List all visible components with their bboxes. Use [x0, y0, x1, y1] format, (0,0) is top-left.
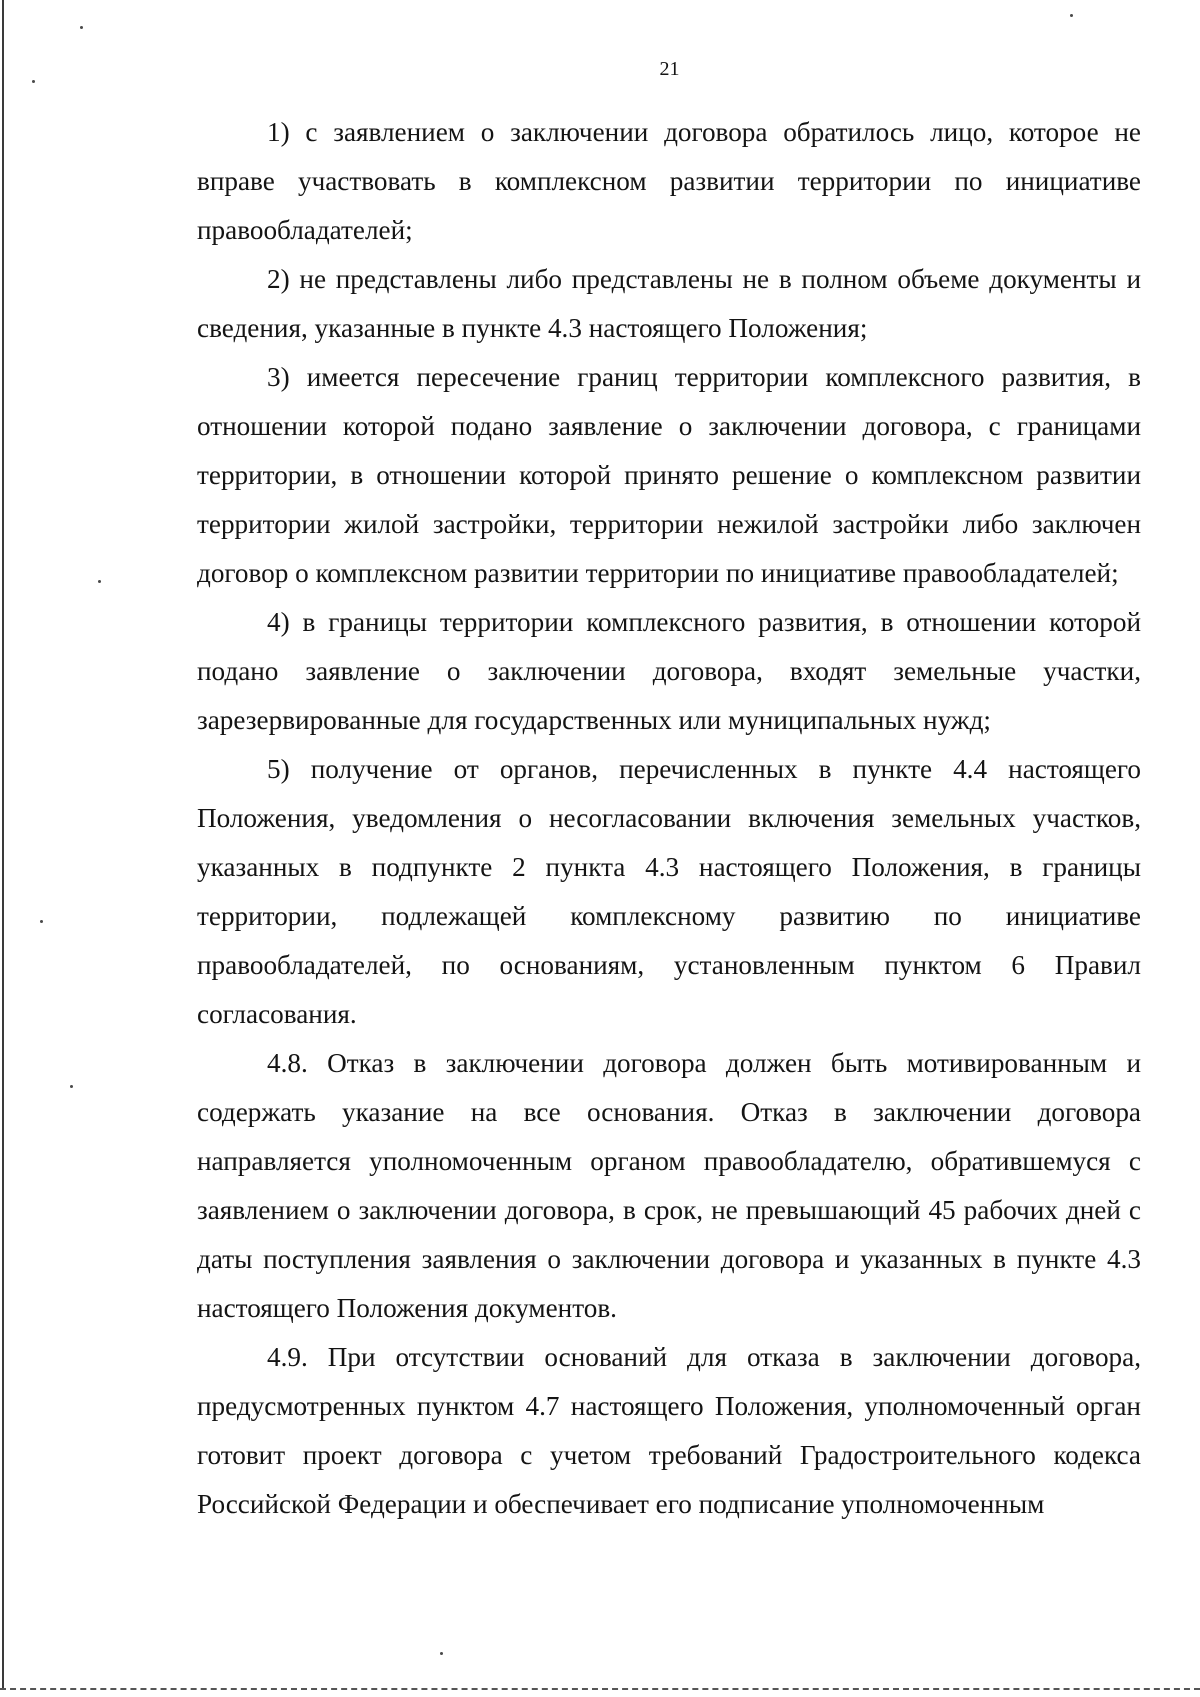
paragraph-item-3: 3) имеется пересечение границ территории комплексного развития, в отношении которой подано заявление о заключении договора, с границами территории, в отношении которой принято решение о комплексном развитии территории жилой застройки, территории нежилой застройки либо заключен договор о комплексном развитии территории по инициативе правообладателей;: [197, 362, 1141, 588]
scan-left-edge: [2, 0, 4, 1688]
page-number: 21: [659, 58, 680, 80]
scan-speck: [98, 580, 101, 583]
scan-speck: [70, 1085, 73, 1088]
paragraph-item-5: 5) получение от органов, перечисленных в пункте 4.4 настоящего Положения, уведомления о несогласовании включения земельных участков, указанных в подпункте 2 пункта 4.3 настоящего Положения, в границы территории, подлежащей комплексному развитию по инициативе правообладателей, по основаниям, установленным пунктом 6 Правил согласования.: [197, 754, 1141, 1029]
paragraph-4-8: 4.8. Отказ в заключении договора должен быть мотивированным и содержать указание на все основания. Отказ в заключении договора направляется уполномоченным органом правообладателю, обратившемуся с заявлением о заключении договора, в срок, не превышающий 45 рабочих дней с даты поступления заявления о заключении договора и указанных в пункте 4.3 настоящего Положения документов.: [197, 1048, 1141, 1323]
document-body: [197, 108, 1141, 1529]
paragraph-item-2: 2) не представлены либо представлены не в полном объеме документы и сведения, указанные в пункте 4.3 настоящего Положения;: [197, 264, 1141, 343]
scan-speck: [1070, 14, 1073, 17]
scan-bottom-edge: [0, 1688, 1200, 1690]
scan-speck: [80, 26, 83, 29]
scan-speck: [440, 1652, 443, 1655]
paragraph-4-9: 4.9. При отсутствии оснований для отказа в заключении договора, предусмотренных пунктом 4.7 настоящего Положения, уполномоченный орган готовит проект договора с учетом требований Градостроительного кодекса Российской Федерации и обеспечивает его подписание уполномоченным: [197, 1342, 1141, 1519]
paragraph-item-1: 1) с заявлением о заключении договора обратилось лицо, которое не вправе участвовать в комплексном развитии территории по инициативе правообладателей;: [197, 117, 1141, 245]
paragraph-item-4: 4) в границы территории комплексного развития, в отношении которой подано заявление о заключении договора, входят земельные участки, зарезервированные для государственных или муниципальных нужд;: [197, 607, 1141, 735]
scan-speck: [40, 920, 43, 923]
